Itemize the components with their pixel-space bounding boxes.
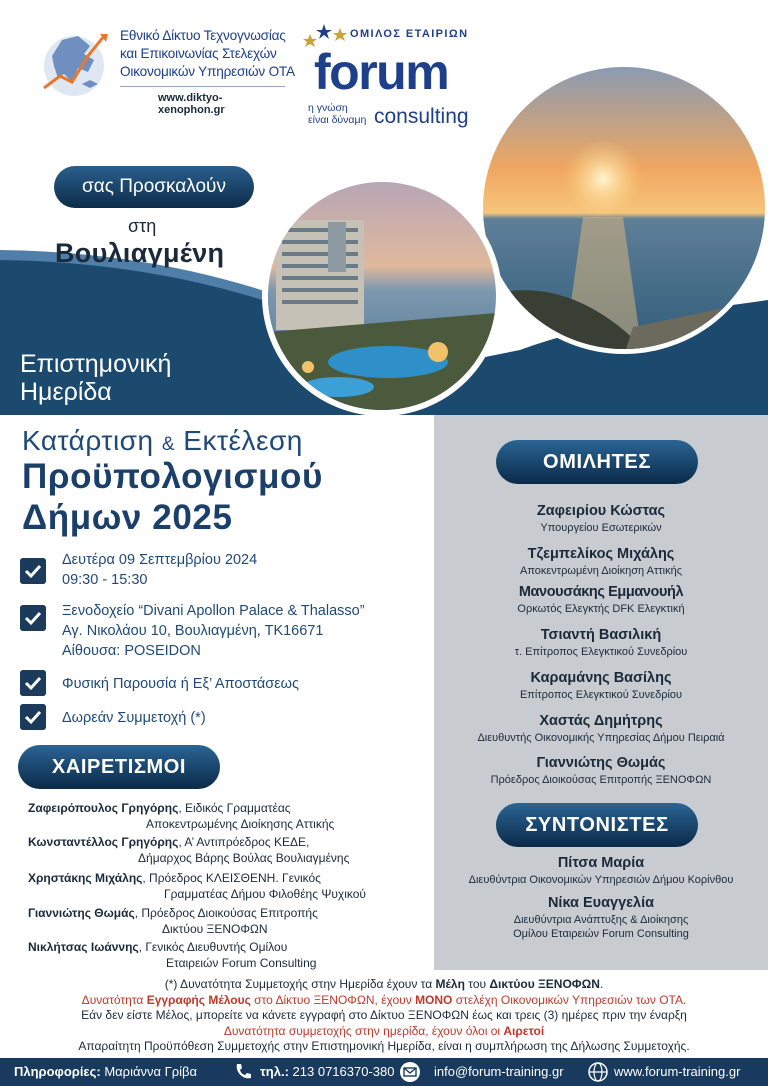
info-hotel: Ξενοδοχείο “Divani Apollon Palace & Thalasso” (62, 603, 365, 619)
speaker-role: Επίτροπος Ελεγκτικού Συνεδρίου (519, 689, 683, 701)
info-time: 09:30 - 15:30 (62, 572, 148, 588)
title-line-3: Δήμων 2025 (22, 498, 233, 537)
note-emphasis: Δικτύου ΞΕΝΟΦΩΝ (489, 977, 600, 991)
speaker-name: Τσιαντή Βασιλική (540, 627, 662, 643)
greeting-item (28, 905, 318, 937)
greeting-role-cont: Δικτύου ΞΕΝΟΦΩΝ (162, 922, 268, 936)
contact-email[interactable]: info@forum-training.gr (434, 1064, 564, 1079)
coordinator-role: Διευθύντρια Ανάπτυξης & Διοίκησης (513, 914, 689, 926)
phone-number: 213 0716370-380 (292, 1064, 395, 1079)
title-line-2: Προϋπολογισμού (22, 457, 323, 496)
info-text (62, 601, 365, 661)
note-text: . (599, 977, 604, 991)
title-word-kataartisi: Κατάρτιση (22, 425, 154, 456)
globe-icon (588, 1062, 608, 1082)
checkbox-icon (20, 670, 46, 696)
coordinator-name: Πίτσα Μαρία (557, 855, 645, 871)
forum-group-label: ΟΜΙΛΟΣ ΕΤΑΙΡΙΩΝ (350, 28, 469, 40)
forum-tagline-1: η γνώση (308, 102, 348, 114)
speaker-role: Πρόεδρος Διοικούσας Επιτροπής ΞΕΝΟΦΩΝ (490, 774, 712, 786)
contact-phone[interactable] (260, 1058, 394, 1086)
forum-tagline-2: είναι δύναμη (308, 114, 367, 126)
speaker-name: Τζεμπελίκος Μιχάλης (527, 546, 675, 562)
phone-label: τηλ.: (260, 1064, 289, 1079)
info-attendance: Φυσική Παρουσία ή Εξ’ Αποστάσεως (62, 676, 299, 692)
coordinator-role-cont: Ομίλου Εταιρειών Forum Consulting (513, 928, 689, 940)
xenophon-name-line-3: Οικονομικών Υπηρεσιών ΟΤΑ (120, 64, 295, 79)
note-emphasis: Μέλη (435, 977, 465, 991)
event-type-line-2: Ημερίδα (20, 378, 112, 406)
greeting-role: , Α’ Αντιπρόεδρος ΚΕΔΕ, (178, 835, 310, 849)
greeting-item (28, 800, 334, 832)
checkbox-icon (20, 704, 46, 730)
speaker-item (434, 546, 768, 577)
participation-notes (0, 977, 768, 1055)
info-free-participation: Δωρεάν Συμμετοχή (*) (62, 710, 206, 726)
speaker-item (434, 627, 768, 658)
speaker-role: Διευθυντής Οικονομικής Υπηρεσίας Δήμου Πειραιά (477, 732, 725, 744)
note-line-2 (0, 993, 768, 1009)
greeting-role: , Γενικός Διευθυντής Ομίλου (138, 940, 288, 954)
event-type-line-1: Επιστημονική (20, 350, 172, 378)
speakers-heading: ΟΜΙΛΗΤΕΣ (496, 440, 698, 484)
speaker-role: Ορκωτός Ελεγκτής DFK Ελεγκτική (517, 603, 685, 615)
info-date: Δευτέρα 09 Σεπτεμβρίου 2024 (62, 552, 258, 568)
contact-website[interactable]: www.forum-training.gr (614, 1064, 741, 1079)
speaker-name: Γιαννιώτης Θωμάς (536, 755, 666, 771)
note-text: Δυνατότητα (81, 992, 147, 1007)
greeting-role: , Πρόεδρος ΚΛΕΙΣΘΕΝΗ. Γενικός (142, 871, 321, 885)
contact-person: Μαριάννα Γρίβα (104, 1064, 198, 1079)
contact-info (14, 1058, 197, 1086)
speaker-role: Υπουργείου Εσωτερικών (540, 522, 662, 534)
title-ampersand: & (161, 434, 176, 455)
forum-consulting-word: consulting (374, 105, 469, 128)
speaker-role: Αποκεντρωμένη Διοίκηση Αττικής (519, 565, 682, 577)
note-text: του (464, 977, 490, 991)
checkbox-icon (20, 558, 46, 584)
email-icon (400, 1062, 420, 1082)
note-text: Δυνατότητα συμμετοχής στην ημερίδα, έχουν όλοι οι (223, 1023, 504, 1038)
xenophon-logo (38, 26, 295, 116)
greece-map-icon (38, 26, 114, 102)
coordinator-role: Διευθύντρια Οικονομικών Υπηρεσιών Δήμου Κορίνθου (468, 874, 734, 886)
greeting-role: , Ειδικός Γραμματέας (178, 801, 291, 815)
note-line-3: Εάν δεν είστε Μέλος, μπορείτε να κάνετε εγγραφή στο Δίκτυο ΞΕΝΟΦΩΝ έως και τρεις (3) ημέρες πριν την έναρξη (81, 1008, 687, 1023)
checkbox-icon (20, 605, 46, 631)
invite-banner: σας Προσκαλούν (54, 166, 254, 208)
phone-icon (233, 1062, 253, 1082)
event-type-label (20, 350, 171, 406)
greeting-name: Κωνσταντέλλος Γρηγόρης (28, 835, 179, 849)
greeting-role: , Πρόεδρος Διοικούσας Επιτροπής (134, 906, 318, 920)
greeting-role-cont: Δήμαρχος Βάρης Βούλας Βουλιαγμένης (138, 851, 350, 865)
note-emphasis: ΜΟΝΟ (415, 992, 453, 1007)
speaker-item (434, 713, 768, 744)
speaker-item (434, 584, 768, 615)
note-emphasis: Αιρετοί (503, 1023, 545, 1038)
greeting-role-cont: Γραμματέας Δήμου Φιλοθέης Ψυχικού (164, 887, 366, 901)
coordinator-name: Νίκα Ευαγγελία (547, 895, 655, 911)
note-line-1 (0, 977, 768, 993)
hotel-photo (262, 176, 502, 416)
greeting-role-cont: Εταιρειών Forum Consulting (166, 956, 317, 970)
note-line-4 (0, 1024, 768, 1040)
info-text (62, 550, 257, 590)
coordinators-heading: ΣΥΝΤΟΝΙΣΤΕΣ (496, 803, 698, 847)
speaker-name: Ζαφειρίου Κώστας (536, 503, 666, 519)
greetings-heading: ΧΑΙΡΕΤΙΣΜΟΙ (18, 745, 220, 789)
greeting-item (28, 870, 366, 902)
title-line-1 (22, 425, 303, 457)
coordinator-item (434, 855, 768, 886)
speaker-name: Καραμάνης Βασίλης (530, 670, 672, 686)
greeting-name: Νικλήτσας Ιωάννης (28, 940, 139, 954)
forum-wordmark: forum (314, 44, 449, 100)
note-text: στελέχη Οικονομικών Υπηρεσιών των ΟΤΑ. (452, 992, 687, 1007)
speaker-item (434, 755, 768, 786)
info-address: Αγ. Νικολάου 10, Βουλιαγμένη, ΤΚ16671 (62, 623, 324, 639)
info-room: Αίθουσα: POSEIDON (62, 643, 201, 659)
coordinator-item (434, 895, 768, 940)
location-heading: Βουλιαγμένη (55, 238, 225, 268)
greeting-name: Χρηστάκης Μιχάλης (28, 871, 143, 885)
greeting-name: Γιαννιώτης Θωμάς (28, 906, 135, 920)
contact-info-label: Πληροφορίες: (14, 1064, 101, 1079)
greeting-item (28, 834, 349, 866)
greeting-name: Ζαφειρόπουλος Γρηγόρης (28, 801, 179, 815)
speaker-role: τ. Επίτροπος Ελεγκτικού Συνεδρίου (514, 646, 688, 658)
speaker-name: Χαστάς Δημήτρης (539, 713, 663, 729)
note-emphasis: Εγγραφής Μέλους (146, 992, 251, 1007)
speaker-name: Μανουσάκης Εμμανουήλ (518, 584, 684, 600)
greeting-role-cont: Αποκεντρωμένης Διοίκησης Αττικής (146, 817, 335, 831)
note-text: στο Δίκτυο ΞΕΝΟΦΩΝ, έχουν (250, 992, 416, 1007)
speaker-item (434, 503, 768, 534)
speaker-item (434, 670, 768, 701)
contact-bar (0, 1058, 768, 1086)
note-text: (*) Δυνατότητα Συμμετοχής στην Ημερίδα έχουν τα (164, 977, 436, 991)
note-line-5: Απαραίτητη Προϋπόθεση Συμμετοχής στην Επιστημονική Ημερίδα, είναι η συμπλήρωση της Δήλωσης Συμμετοχής. (78, 1039, 690, 1054)
sunset-sea-photo (478, 62, 768, 354)
xenophon-name-line-1: Εθνικό Δίκτυο Τεχνογνωσίας (120, 28, 286, 43)
forum-consulting-logo (300, 22, 480, 128)
location-preposition: στη (128, 216, 157, 236)
title-word-ektelesi: Εκτέλεση (183, 425, 303, 456)
xenophon-name-line-2: και Επικοινωνίας Στελεχών (120, 46, 277, 61)
greeting-item (28, 939, 316, 971)
xenophon-url[interactable]: www.diktyo-xenophon.gr (158, 92, 225, 116)
xenophon-divider (120, 86, 285, 87)
